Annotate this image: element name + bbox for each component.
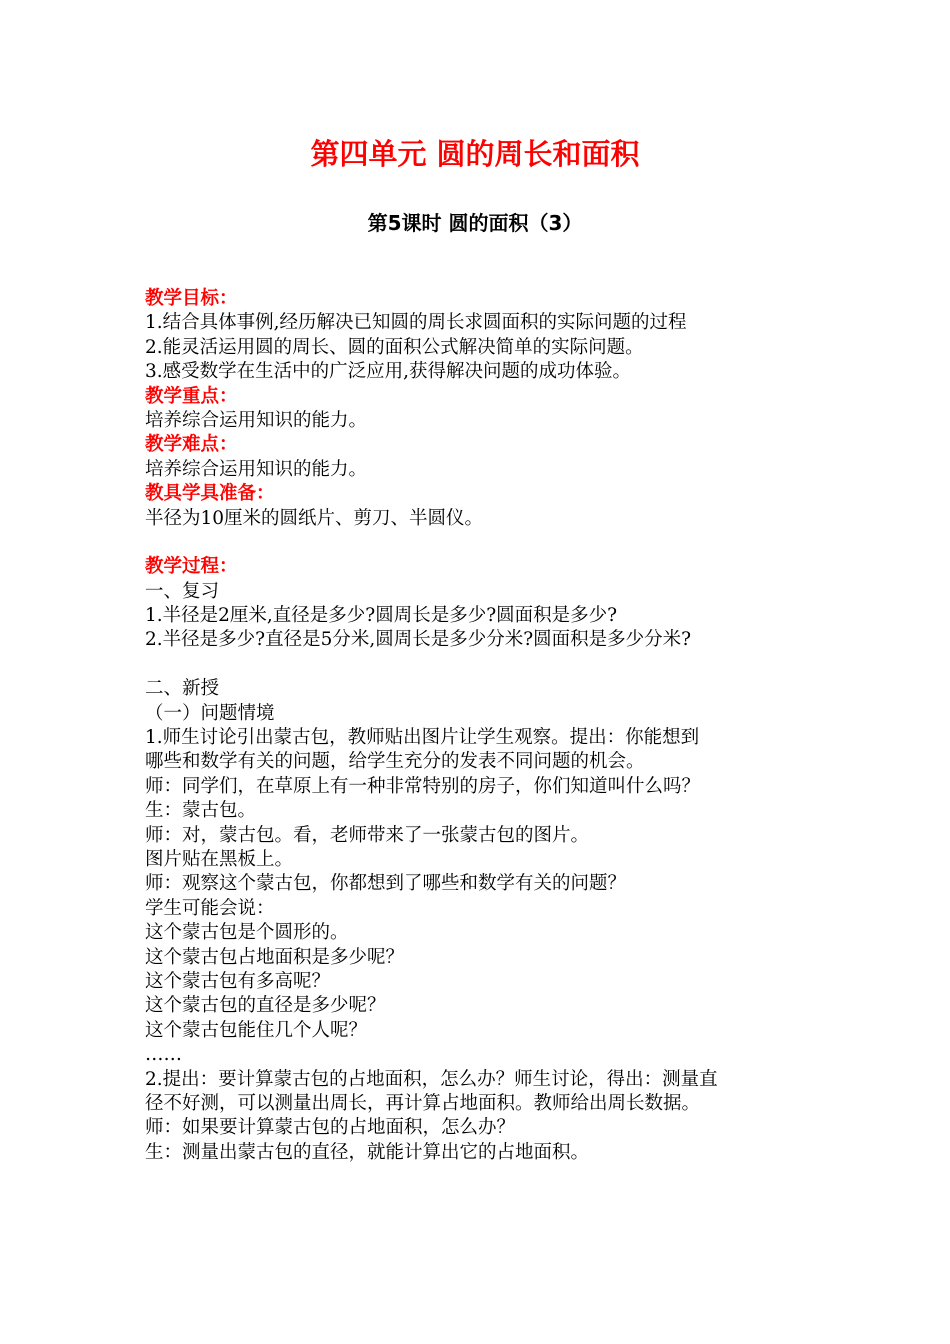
blank-line [145,653,825,677]
text-line: 师：观察这个蒙古包，你都想到了哪些和数学有关的问题？ [145,873,627,895]
text-line: 师：如果要计算蒙古包的占地面积，怎么办？ [145,1117,516,1139]
page-title: 第四单元 圆的周长和面积 [310,137,640,171]
text-line: 这个蒙古包有多高呢？ [145,970,331,992]
document-body [145,287,825,1165]
text-line: 培养综合运用知识的能力。 [145,458,368,480]
text-line: 这个蒙古包的直径是多少呢？ [145,995,386,1017]
section-heading: 教具学具准备： [145,483,275,505]
text-line: 学生可能会说： [145,897,275,919]
text-line: 径不好测，可以测量出周长，再计算占地面积。教师给出周长数据。 [145,1092,701,1114]
text-line: 师：同学们，在草原上有一种非常特别的房子，你们知道叫什么吗？ [145,775,701,797]
lesson-subtitle: 第5课时 圆的面积（3） [367,211,583,235]
text-line: 2.半径是多少?直径是5分米,圆周长是多少分米?圆面积是多少分米? [145,629,692,651]
text-line: 2.提出：要计算蒙古包的占地面积，怎么办？师生讨论，得出：测量直 [145,1068,718,1090]
text-line: 2.能灵活运用圆的周长、圆的面积公式解决简单的实际问题。 [145,336,644,358]
text-line: 生：测量出蒙古包的直径，就能计算出它的占地面积。 [145,1141,590,1163]
text-line: 3.感受数学在生活中的广泛应用,获得解决问题的成功体验。 [145,361,632,383]
text-line: 1.半径是2厘米,直径是多少?圆周长是多少?圆面积是多少? [145,605,618,627]
section-heading: 教学难点： [145,434,238,456]
text-line: 师：对，蒙古包。看，老师带来了一张蒙古包的图片。 [145,824,590,846]
text-line: 哪些和数学有关的问题，给学生充分的发表不同问题的机会。 [145,751,645,773]
text-line: 1.师生讨论引出蒙古包，教师贴出图片让学生观察。提出：你能想到 [145,727,700,749]
text-line: 1.结合具体事例,经历解决已知圆的周长求圆面积的实际问题的过程 [145,312,687,334]
text-line: 一、复习 [145,580,220,602]
text-line: 培养综合运用知识的能力。 [145,409,368,431]
text-line: 这个蒙古包占地面积是多少呢？ [145,946,405,968]
text-line: （一）问题情境 [145,702,275,724]
section-heading: 教学目标： [145,288,238,309]
section-heading: 教学重点： [145,385,238,407]
text-line: 半径为10厘米的圆纸片、剪刀、半圆仪。 [145,507,484,529]
text-line: 图片贴在黑板上。 [145,848,294,870]
text-line: 生：蒙古包。 [145,800,257,822]
text-line: 二、新授 [145,678,220,700]
section-heading: 教学过程： [145,556,238,578]
blank-line [145,531,825,555]
text-line: 这个蒙古包能住几个人呢？ [145,1019,368,1041]
text-line: …… [145,1044,182,1066]
text-line: 这个蒙古包是个圆形的。 [145,922,349,944]
